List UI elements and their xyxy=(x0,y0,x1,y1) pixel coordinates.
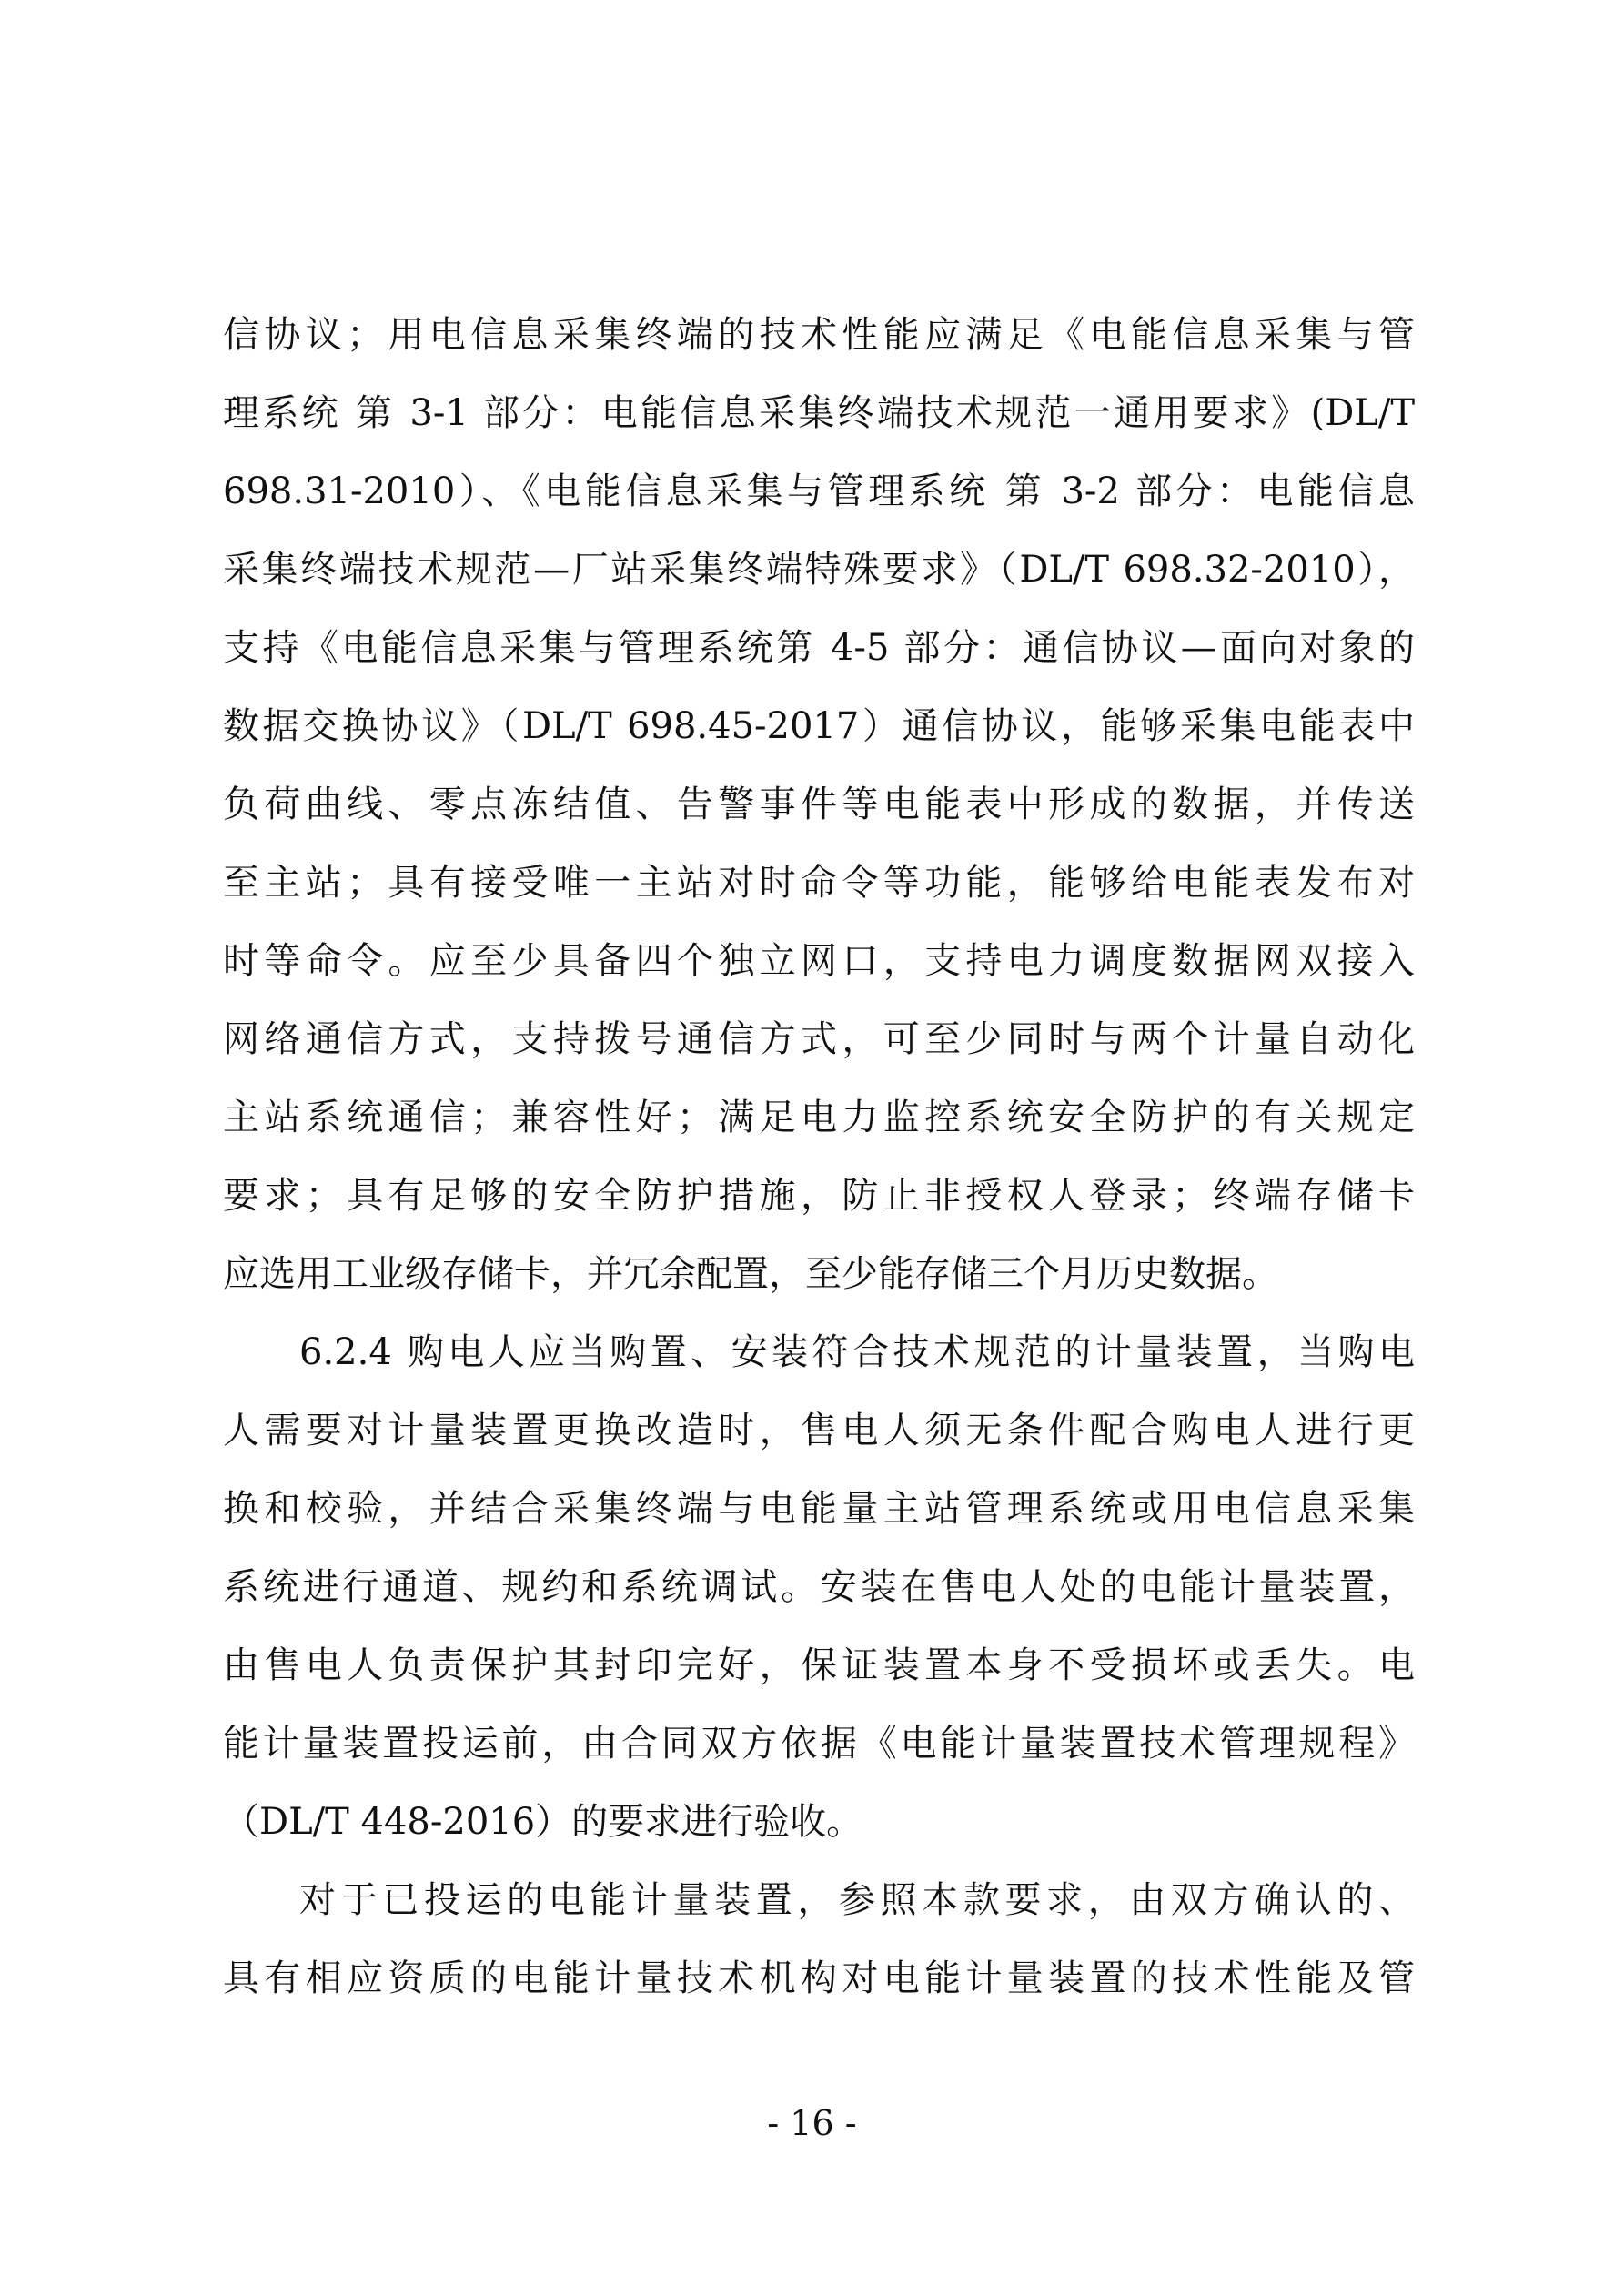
text-line: 时等命令。应至少具备四个独立网口，支持电力调度数据网双接入 xyxy=(223,940,1415,982)
text-line: 采集终端技术规范—厂站采集终端特殊要求》（DL/T 698.32-2010）， xyxy=(223,549,1415,591)
text-line: 网络通信方式，支持拨号通信方式，可至少同时与两个计量自动化 xyxy=(223,1018,1415,1060)
text-line: 支持《电能信息采集与管理系统第 4-5 部分：通信协议—面向对象的 xyxy=(223,627,1415,669)
text-line: 应选用工业级存储卡，并冗余配置，至少能存储三个月历史数据。 xyxy=(223,1253,1278,1295)
text-line: 由售电人负责保护其封印完好，保证装置本身不受损坏或丢失。电 xyxy=(223,1644,1415,1686)
text-line: 人需要对计量装置更换改造时，售电人须无条件配合购电人进行更 xyxy=(223,1410,1415,1451)
page-number: - 16 - xyxy=(767,2103,857,2143)
text-line: （DL/T 448-2016）的要求进行验收。 xyxy=(223,1801,863,1843)
text-line: 理系统 第 3-1 部分：电能信息采集终端技术规范一通用要求》(DL/T xyxy=(223,392,1415,434)
body-text xyxy=(223,296,1415,2018)
text-line: 具有相应资质的电能计量技术机构对电能计量装置的技术性能及管 xyxy=(223,1957,1415,1999)
text-line: 负荷曲线、零点冻结值、告警事件等电能表中形成的数据，并传送 xyxy=(223,784,1415,825)
text-line: 698.31-2010）、《电能信息采集与管理系统 第 3-2 部分：电能信息 xyxy=(223,470,1415,512)
text-line: 对于已投运的电能计量装置，参照本款要求，由双方确认的、 xyxy=(299,1879,1415,1921)
text-line: 信协议；用电信息采集终端的技术性能应满足《电能信息采集与管 xyxy=(223,314,1415,356)
text-line: 系统进行通道、规约和系统调试。安装在售电人处的电能计量装置， xyxy=(223,1566,1415,1608)
text-line: 6.2.4 购电人应当购置、安装符合技术规范的计量装置，当购电 xyxy=(299,1331,1415,1373)
text-line: 数据交换协议》（DL/T 698.45-2017）通信协议，能够采集电能表中 xyxy=(223,705,1415,747)
text-line: 要求；具有足够的安全防护措施，防止非授权人登录；终端存储卡 xyxy=(223,1175,1415,1217)
text-line: 主站系统通信；兼容性好；满足电力监控系统安全防护的有关规定 xyxy=(223,1097,1415,1138)
text-line: 换和校验，并结合采集终端与电能量主站管理系统或用电信息采集 xyxy=(223,1488,1415,1530)
text-line: 至主站；具有接受唯一主站对时命令等功能，能够给电能表发布对 xyxy=(223,862,1415,904)
text-line: 能计量装置投运前，由合同双方依据《电能计量装置技术管理规程》 xyxy=(223,1723,1415,1765)
